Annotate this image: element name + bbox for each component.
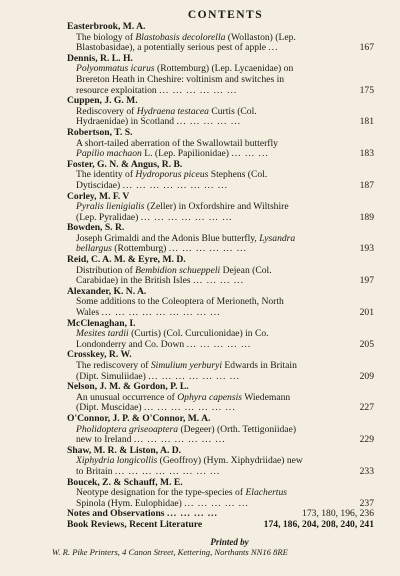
contents-entry[interactable] — [67, 128, 374, 160]
leader-dots: ... ... ... ... — [192, 275, 244, 287]
entry-title-line: to Britain ... ... ... ... ... ... ... ... — [76, 465, 221, 477]
leader-dots: ... ... ... ... ... ... ... ... — [114, 465, 221, 477]
reviews-pages: 174, 186, 204, 208, 240, 241 — [263, 518, 374, 530]
entry-page-number: 205 — [359, 338, 374, 350]
entry-article — [67, 488, 374, 509]
contents-entry[interactable] — [67, 192, 374, 224]
contents-entry[interactable] — [67, 446, 374, 478]
contents-title: CONTENTS — [187, 9, 264, 21]
entry-article — [67, 266, 374, 287]
leader-dots: ... ... ... ... ... ... — [159, 84, 238, 96]
entry-article — [67, 64, 374, 96]
entry-author: Boucek, Z. & Schauff, M. E. — [67, 476, 183, 488]
entry-article — [67, 107, 374, 128]
entry-author: McClenaghan, I. — [67, 317, 136, 329]
reviews-label: Book Reviews, Recent Literature — [67, 518, 203, 530]
contents-entry[interactable] — [67, 382, 374, 414]
entry-title-line: resource exploitation ... ... ... ... ... ... — [76, 84, 238, 96]
entry-title-line: Mesites tardii (Curtis) (Col. Curculionidae) in Co. — [76, 328, 269, 340]
entry-title-line: (Dipt. Muscidae) ... ... ... ... ... ... ... — [76, 402, 236, 414]
entry-author: Crosskey, R. W. — [67, 349, 132, 361]
printed-by-label: Printed by — [210, 536, 249, 547]
entry-title-line: Joseph Grimaldi and the Adonis Blue butterfly, Lysandra — [76, 232, 296, 244]
entry-title-line: Polyommatus icarus (Rottemburg) (Lep. Lycaenidae) on — [76, 63, 294, 75]
entry-title-line: An unusual occurrence of Ophyra capensis Wiedemann — [76, 391, 291, 403]
entry-author: Cuppen, J. G. M. — [67, 95, 138, 107]
entry-title-line: new to Ireland ... ... ... ... ... ... ... — [76, 434, 226, 446]
leader-dots: ... ... ... ... ... ... ... — [133, 434, 226, 446]
entry-author: Robertson, T. S. — [67, 126, 133, 138]
entry-page-number: 181 — [359, 116, 374, 128]
entries-list — [67, 22, 374, 509]
entry-article — [67, 329, 374, 350]
entry-page-number: 227 — [359, 402, 374, 414]
entry-title-line: The rediscovery of Simulium yerburyi Edwards in Britain — [76, 360, 297, 371]
entry-page-number: 233 — [359, 465, 374, 477]
entry-title-line: (Lep. Pyralidae) ... ... ... ... ... ... ... — [76, 211, 233, 223]
entry-title-line: Pyralis lienigialis (Zeller) in Oxfordshire and Wiltshire — [76, 201, 289, 213]
entry-page-number: 189 — [359, 211, 374, 223]
entry-page-number: 193 — [359, 243, 374, 255]
leader-dots: ... ... ... ... ... ... ... — [143, 402, 236, 414]
leader-dots: ... ... ... — [231, 148, 269, 160]
entry-page-number: 201 — [359, 307, 374, 319]
entry-page-number: 237 — [359, 497, 374, 509]
leader-dots: ... — [268, 42, 279, 54]
entry-title-line: Carabidae) in the British Isles ... ... ... ... — [76, 275, 244, 287]
entry-article — [67, 234, 374, 255]
entry-author: Nelson, J. M. & Gordon, P. L. — [67, 381, 189, 393]
leader-dots: ... ... ... ... ... — [186, 338, 252, 350]
entry-title-line: Papilio machaon L. (Lep. Papilionidae) ... ... ... — [76, 148, 269, 160]
entry-title-line: Rediscovery of Hydraena testacea Curtis (Col. — [76, 105, 257, 117]
leader-dots: ... ... ... ... ... ... — [168, 243, 247, 255]
entry-title-line: Xiphydria longicollis (Geoffroy) (Hym. Xiphydriidae) new — [76, 455, 303, 467]
entry-title-line: Londonderry and Co. Down ... ... ... ... ... — [76, 338, 252, 350]
entry-page-number: 229 — [359, 434, 374, 446]
entry-article — [67, 425, 374, 446]
entry-title-line: Pholidoptera griseoaptera (Degeer) (Orth. Tettigoniidae) — [76, 423, 297, 435]
notes-label: Notes and Observations ... ... ... ... — [67, 508, 218, 520]
contents-entry[interactable] — [67, 255, 374, 287]
leader-dots: ... ... ... ... ... ... ... — [140, 211, 233, 223]
entry-author: Alexander, K. N. A. — [67, 285, 147, 297]
printer-address: W. R. Pike Printers, 4 Canon Street, Kettering, Northants NN16 8RE — [52, 546, 288, 557]
contents-entry[interactable] — [67, 54, 374, 96]
notes-pages: 173, 180, 196, 236 — [302, 508, 374, 520]
entry-article — [67, 393, 374, 414]
contents-entry[interactable] — [67, 478, 374, 510]
entry-title-line: A short-tailed aberration of the Swallowtail butterfly — [76, 137, 278, 149]
entry-article — [67, 297, 374, 318]
entry-title-line: Blastobasidae), a potentially serious pest of apple ... — [76, 42, 279, 54]
entry-page-number: 183 — [359, 148, 374, 160]
entry-title-line: Wales ... ... ... ... ... ... ... ... ... — [76, 307, 221, 319]
contents-entry[interactable] — [67, 414, 374, 446]
entry-title-line: The identity of Hydroporus piceus Stephens (Col. — [76, 169, 268, 181]
entry-author: Shaw, M. R. & Liston, A. D. — [67, 444, 182, 456]
entry-title-line: Neotype designation for the type-species of Elachertus — [76, 487, 288, 499]
entry-title-line: (Dipt. Simuliidae) ... ... ... ... ... ... ... — [76, 370, 240, 382]
entry-title-line: Hydraenidae) in Scotland ... ... ... ... ... — [76, 116, 242, 128]
entry-author: O'Connor, J. P. & O'Connor, M. A. — [67, 412, 211, 424]
leader-dots: ... ... ... ... ... ... ... — [148, 370, 240, 382]
entry-title-line: Spinola (Hym. Eulophidae) ... ... ... ... ... — [76, 497, 249, 509]
entry-page-number: 209 — [359, 370, 374, 382]
entry-article — [67, 139, 374, 160]
entry-title-line: Some additions to the Coleoptera of Merioneth, North — [76, 296, 284, 308]
leader-dots: ... ... ... ... ... — [176, 116, 242, 128]
contents-entry[interactable] — [67, 96, 374, 128]
contents-entry[interactable] — [67, 287, 374, 319]
leader-dots: ... ... ... ... ... — [184, 497, 249, 509]
leader-dots: ... ... ... ... ... ... ... ... ... — [101, 307, 221, 319]
contents-entry[interactable] — [67, 160, 374, 192]
entry-page-number: 175 — [359, 84, 374, 96]
entry-title-line: Distribution of Bembidion schueppeli Dejean (Col. — [76, 264, 272, 276]
entry-title-line: Brereton Heath in Cheshire: voltinism and switches in — [76, 73, 285, 85]
contents-entry[interactable] — [67, 22, 374, 54]
entry-title-line: Dytiscidae) ... ... ... ... ... ... ... ... — [76, 179, 228, 191]
entry-author: Bowden, S. R. — [67, 222, 125, 234]
entry-title-line: bellargus (Rottemburg) ... ... ... ... ... ... — [76, 243, 247, 255]
entry-page-number: 167 — [359, 42, 374, 54]
entry-article — [67, 170, 374, 191]
entry-article — [67, 456, 374, 477]
contents-entry[interactable] — [67, 223, 374, 255]
leader-dots: ... ... ... ... ... ... ... ... — [122, 179, 228, 191]
contents-entry[interactable] — [67, 319, 374, 351]
entry-author: Reid, C. A. M. & Eyre, M. D. — [67, 254, 186, 266]
entry-author: Dennis, R. L. H. — [67, 52, 133, 64]
entry-author: Easterbrook, M. A. — [67, 21, 146, 32]
contents-entry[interactable] — [67, 350, 374, 382]
entry-page-number: 197 — [359, 275, 374, 287]
entry-title-line: The biology of Blastobasis decolorella (Wollaston) (Lep. — [76, 31, 296, 43]
entry-page-number: 187 — [359, 179, 374, 191]
reviews-entry[interactable] — [67, 520, 374, 531]
entry-article — [67, 202, 374, 223]
entry-author: Corley, M. F. V — [67, 190, 130, 202]
entry-article — [67, 33, 374, 54]
entry-article — [67, 361, 374, 382]
entry-author: Foster, G. N. & Angus, R. B. — [67, 158, 183, 170]
